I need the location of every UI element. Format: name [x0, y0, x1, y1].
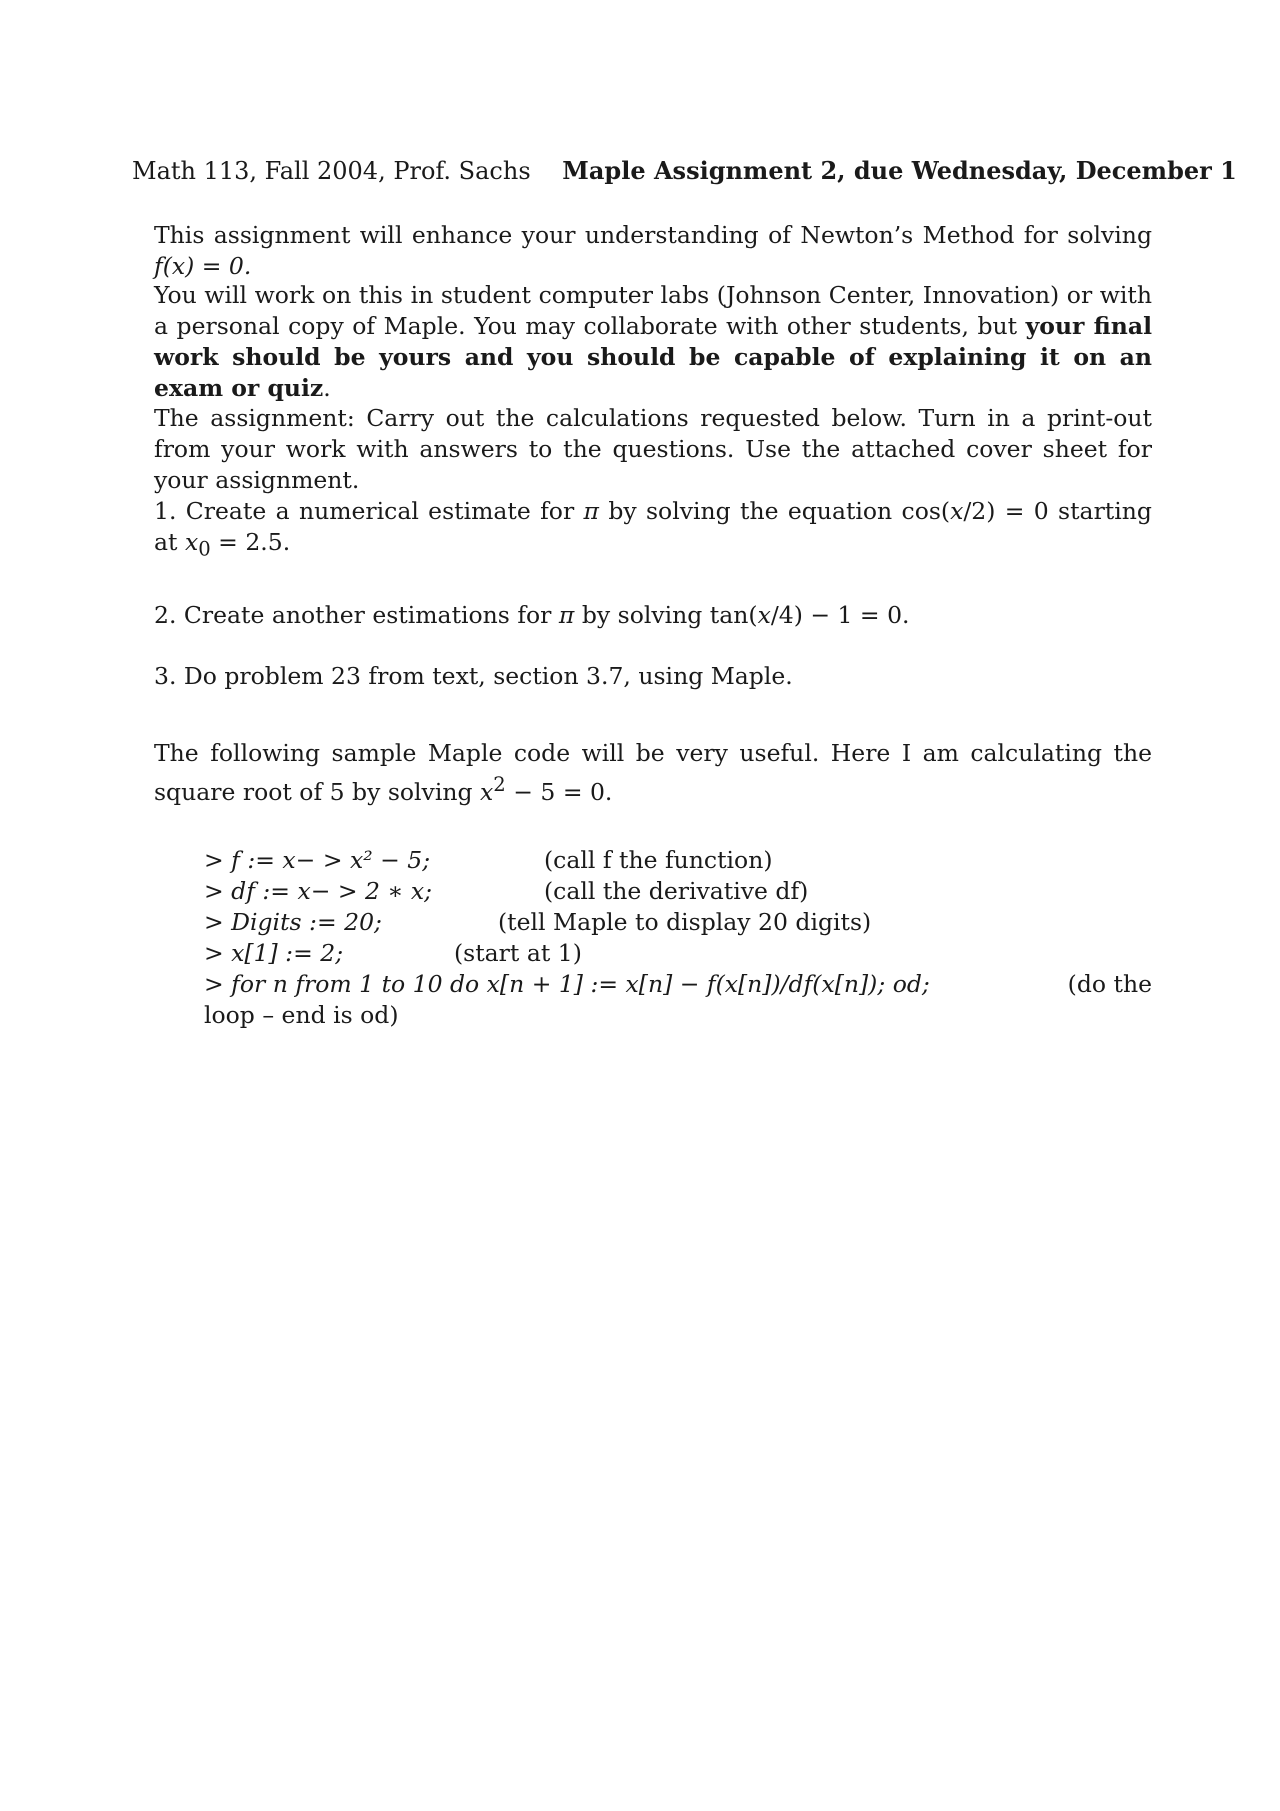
code-line — [204, 969, 1152, 1000]
problem-1 — [154, 496, 1152, 565]
problem-1-number: 1. — [154, 497, 177, 525]
code-command: > f := x− > x² − 5; — [204, 846, 431, 874]
collaboration-end: . — [323, 374, 331, 402]
sample-var: x — [480, 777, 494, 806]
pi-symbol: π — [583, 497, 599, 525]
sample-exponent: 2 — [493, 773, 506, 796]
problem-3 — [154, 661, 1152, 692]
problem-1-text-c: /2) = 0 starting at — [154, 497, 1152, 556]
problem-1-text-d: = 2.5. — [218, 528, 291, 556]
code-line — [204, 907, 1152, 938]
intro-equation: f(x) = 0. — [154, 252, 252, 280]
assignment-text: The assignment: Carry out the calculations requested below. Turn in a print-out from your work with answers to the questions. Use the attached cover sheet for your assignment. — [154, 404, 1152, 494]
pi-symbol: π — [558, 601, 575, 629]
code-command: > Digits := 20; — [204, 908, 382, 936]
problem-3-text: Do problem 23 from text, section 3.7, using Maple. — [183, 662, 793, 690]
problem-2-number: 2. — [154, 601, 177, 629]
sample-paragraph — [154, 738, 1152, 808]
course-info: Math 113, Fall 2004, Prof. Sachs — [132, 157, 531, 185]
code-comment-continuation: loop – end is od) — [204, 1001, 399, 1029]
code-command: > x[1] := 2; — [204, 939, 344, 967]
code-line — [204, 845, 1152, 876]
sample-text-a: The following sample Maple code will be very useful. Here I am calculating the square root of 5 by solving — [154, 739, 1152, 806]
code-comment: (tell Maple to display 20 digits) — [498, 908, 872, 936]
intro-text: This assignment will enhance your understanding of Newton’s Method for solving — [154, 221, 1152, 249]
problem-2-text-b: by solving tan( — [581, 601, 758, 629]
intro-paragraph — [154, 220, 1152, 282]
x0-subscript: 0 — [198, 537, 211, 561]
x0-var: x — [184, 528, 199, 556]
code-line — [204, 938, 1152, 969]
sample-text-b: − 5 = 0. — [513, 777, 613, 806]
code-comment: (call f the function) — [544, 846, 773, 874]
problem-1-text-b: by solving the equation cos( — [608, 497, 951, 525]
collaboration-emphasis: your final work should be yours and you should be capable of explaining it on an exam or quiz — [154, 312, 1152, 402]
collaboration-text: You will work on this in student computer labs (Johnson Center, Innovation) or with a personal copy of Maple. You may collaborate with other students, but — [154, 281, 1152, 340]
code-command: > for n from 1 to 10 do x[n + 1] := x[n] − f(x[n])/df(x[n]); od; — [204, 970, 930, 998]
code-command: > df := x− > 2 ∗ x; — [204, 877, 433, 905]
code-comment: (start at 1) — [454, 939, 582, 967]
code-comment: (do the — [1067, 970, 1152, 998]
maple-code-block — [204, 845, 1152, 1031]
problem-3-number: 3. — [154, 662, 177, 690]
problem-2-var: x — [757, 601, 771, 629]
problem-2-text-a: Create another estimations for — [183, 601, 552, 629]
problem-1-text-a: Create a numerical estimate for — [185, 497, 575, 525]
assignment-title: Maple Assignment 2, due Wednesday, December 1 — [562, 156, 1237, 185]
code-comment: (call the derivative df) — [544, 877, 809, 905]
problem-2-text-c: /4) − 1 = 0. — [770, 601, 910, 629]
code-line — [204, 876, 1152, 907]
problem-2 — [154, 600, 1152, 631]
assignment-paragraph — [154, 403, 1152, 496]
collaboration-paragraph — [154, 280, 1152, 404]
problem-1-var: x — [950, 497, 964, 525]
document-header — [132, 156, 1237, 185]
